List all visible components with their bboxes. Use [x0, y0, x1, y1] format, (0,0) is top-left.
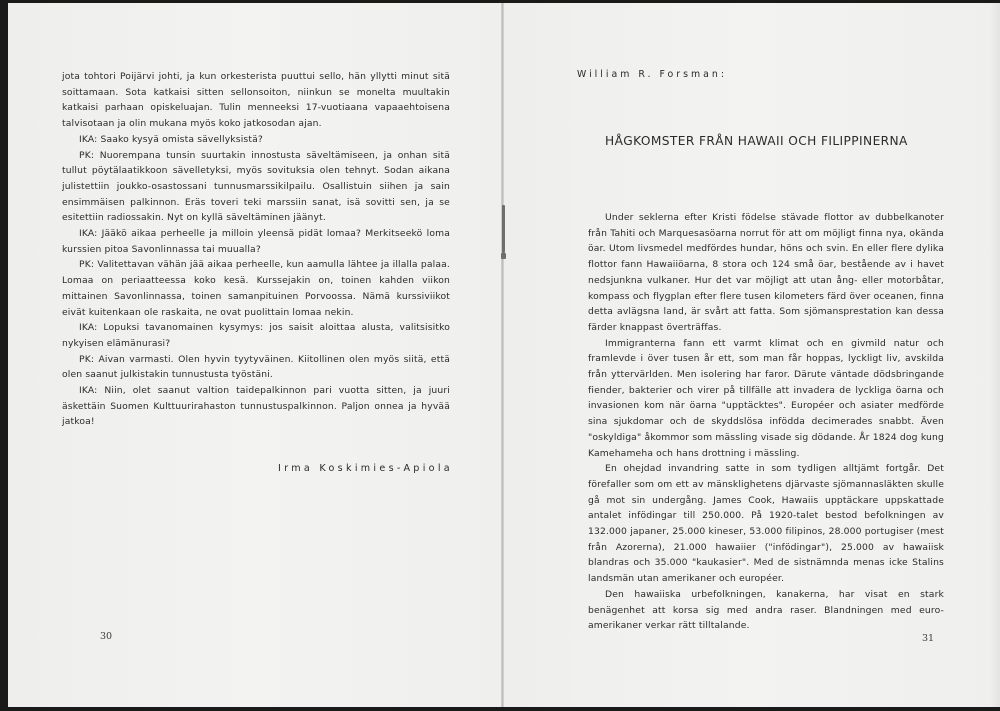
- paragraph: Immigranterna fann ett varmt klimat och en givmild natur och framlevde i över tusen år ett, som man får hoppas, lyckligt liv, avskilda från yttervärlden. Men isolering har faror. Därute väntade dödsbringande fiender, bakterier och virer på tillfälle att invadera de lyckliga öarna och invasionen kom när öarna "upptäcktes". Européer och asiater medförde sina sjukdomar och de skyddslösa infödda decimerades snabbt. Även "oskyldiga" åkommor som mässling visade sig dödande. År 1824 dog kung Kamehameha och hans drottning i mässling.: [588, 337, 944, 459]
- left-page: [8, 3, 502, 707]
- paragraph: IKA: Niin, olet saanut valtion taidepalkinnon pari vuotta sitten, ja juuri äskettäin Suomen Kulttuurirahaston tunnustuspalkinnon. Paljon onnea ja hyvää jatkoa!: [62, 385, 450, 428]
- paragraph: IKA: Saako kysyä omista sävellyksistä?: [79, 133, 263, 145]
- paragraph: IKA: Jääkö aikaa perheelle ja milloin yleensä pidät lomaa? Merkitseekö loma kurssien pitoa Savonlinnassa tai muualla?: [62, 228, 450, 255]
- page-edge-shadow: [990, 3, 1000, 707]
- paragraph: PK: Nuorempana tunsin suurtakin innostusta säveltämiseen, ja onhan sitä tullut pöytälaatikkoon sävelletyksi, myös sovituksia olen tehnyt. Sodan aikana julistettiin joukko-osastossani tunnusmarssikilpailu. Osallistuin siihen ja sain ensimmäisen palkinnon. Eräs toveri teki marssiin sanat, isä sovitti sen, ja se esitettiin radiossakin. Nyt on kyllä säveltäminen jäänyt.: [62, 149, 450, 224]
- right-page-body: [588, 210, 944, 634]
- page-number-right: 31: [922, 633, 935, 644]
- staple-top: [502, 205, 505, 253]
- article-author: William R. Forsman:: [577, 69, 727, 80]
- paragraph: Under seklerna efter Kristi födelse stävade flottor av dubbelkanoter från Tahiti och Marquesasöarna norrut för att om möjligt finna nya, okända öar. Utom livsmedel medfördes hundar, höns och svin. En eller flere dylika flottor fann Hawaiiöarna, 8 stora och 124 små öar, bestående av i havet nedsjunkna vulkaner. Hur det var möjligt att utan ång- eller motorbåtar, kompass och flygplan efter flere tusen kilometers färd över oceanen, finna detta avlägsna land, är svårt att fatta. Som sjömansprestation kan dessa färder knappast överträffas.: [588, 212, 944, 333]
- page-number-left: 30: [100, 631, 113, 642]
- paragraph: PK: Valitettavan vähän jää aikaa perheelle, kun aamulla lähtee ja illalla palaa. Lomaa on periaatteessa koko kesä. Kurssejakin on, toinen kahden viikon mittainen Savonlinnassa, toinen samanpituinen Porvoossa. Nämä kurssiviikot eivät kuitenkaan ole raskaita, ne ovat puolittain lomaa nekin.: [62, 259, 450, 318]
- paragraph: Den hawaiiska urbefolkningen, kanakerna, har visat en stark benägenhet att korsa sig med andra raser. Blandningen med euro-amerikaner verkar rätt tilltalande.: [588, 588, 944, 632]
- paragraph: IKA: Lopuksi tavanomainen kysymys: jos saisit aloittaa alusta, valitsisitko nykyisen elämänurasi?: [62, 322, 450, 349]
- paragraph: En ohejdad invandring satte in som tydligen alltjämt fortgår. Det förefaller som om ett av mänsklighetens djärvaste sjömannasläkten skulle gå mot sin undergång. James Cook, Hawaiis upptäckare uppskattade antalet infödingar till 250.000. På 1920-talet bestod befolkningen av 132.000 japaner, 25.000 kineser, 53.000 filipinos, 28.000 portugiser (mest från Azorerna), 21.000 hawaiier ("infödingar"), 25.000 av hawaiisk blandras och 35.000 "kaukasier". Med de sistnämnda menas icke Stalins landsmän utan amerikaner och européer.: [588, 463, 944, 585]
- staple-bottom: [501, 253, 506, 259]
- article-title: HÅGKOMSTER FRÅN HAWAII OCH FILIPPINERNA: [605, 134, 908, 148]
- paragraph: PK: Aivan varmasti. Olen hyvin tyytyväinen. Kiitollinen olen myös siitä, että olen saanut julkistakin tunnustusta työstäni.: [62, 353, 450, 381]
- binding-gutter: [501, 3, 504, 707]
- booklet-spread: [8, 3, 1000, 707]
- paragraph: jota tohtori Poijärvi johti, ja kun orkesterista puuttui sello, hän yllytti minut sitä soittamaan. Sota katkaisi sitten sellonsoiton, niinkun se monelta muultakin katkaisi parhaan opiskeluajan. Tulin menneeksi 17-vuotiaana vapaaehtoisena talvisotaan ja olin mukana myös koko jatkosodan ajan.: [62, 71, 450, 130]
- signature: Irma Koskimies-Apiola: [278, 463, 453, 474]
- left-page-body: [62, 69, 450, 430]
